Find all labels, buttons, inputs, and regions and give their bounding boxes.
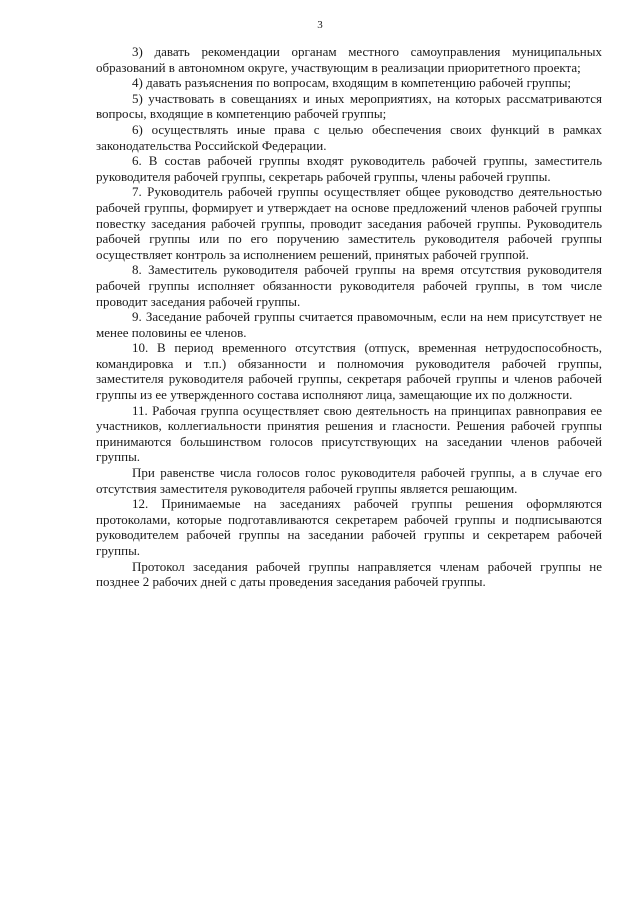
- document-body: [96, 44, 602, 590]
- paragraph-item-4: 4) давать разъяснения по вопросам, входящим в компетенцию рабочей группы;: [132, 75, 572, 91]
- paragraph-section-10: 10. В период временного отсутствия (отпуск, временная нетрудоспособность, командировка и т.п.) обязанности и полномочия руководителя рабочей группы, заместителя руководителя рабочей группы, секретаря рабочей группы и членов рабочей группы из ее утвержденного состава исполняют лица, замещающие их по должности.: [96, 340, 602, 403]
- paragraph-section-7: 7. Руководитель рабочей группы осуществляет общее руководство деятельностью рабочей группы, формирует и утверждает на основе предложений членов рабочей группы повестку заседания рабочей группы, проводит заседания рабочей группы. Руководитель рабочей группы или по его поручению заместитель руководителя рабочей группы осуществляет контроль за исполнением решений, принятых рабочей группой.: [96, 184, 602, 262]
- paragraph-section-8: 8. Заместитель руководителя рабочей группы на время отсутствия руководителя рабочей группы исполняет обязанности руководителя рабочей группы, в том числе проводит заседания рабочей группы.: [96, 262, 602, 309]
- paragraph-section-9: 9. Заседание рабочей группы считается правомочным, если на нем присутствует не менее половины ее членов.: [96, 309, 602, 340]
- paragraph-item-3: 3) давать рекомендации органам местного самоуправления муниципальных образований в автономном округе, участвующим в реализации приоритетного проекта;: [96, 44, 602, 75]
- paragraph-section-11: 11. Рабочая группа осуществляет свою деятельность на принципах равноправия ее участников, коллегиальности принятия решения и гласности. Решения рабочей группы принимаются большинством голосов присутствующих на заседании членов рабочей группы.: [96, 402, 602, 465]
- paragraph-section-12: 12. Принимаемые на заседаниях рабочей группы решения оформляются протоколами, которые подготавливаются секретарем рабочей группы и подписываются руководителем рабочей группы на заседании рабочей группы и секретарем рабочей группы.: [96, 496, 602, 558]
- paragraph-item-5: 5) участвовать в совещаниях и иных мероприятиях, на которых рассматриваются вопросы, входящие в компетенцию рабочей группы;: [96, 90, 602, 122]
- paragraph-section-12-continued: Протокол заседания рабочей группы направляется членам рабочей группы не позднее 2 рабочих дней с даты проведения заседания рабочей группы.: [96, 558, 602, 590]
- paragraph-section-6: 6. В состав рабочей группы входят руководитель рабочей группы, заместитель руководителя рабочей группы, секретарь рабочей группы, члены рабочей группы.: [96, 153, 602, 184]
- paragraph-item-6: 6) осуществлять иные права с целью обеспечения своих функций в рамках законодательства Российской Федерации.: [96, 121, 602, 153]
- page-number: 3: [317, 19, 323, 31]
- paragraph-section-11-continued: При равенстве числа голосов голос руководителя рабочей группы, а в случае его отсутствия заместителя руководителя рабочей группы является решающим.: [96, 465, 602, 496]
